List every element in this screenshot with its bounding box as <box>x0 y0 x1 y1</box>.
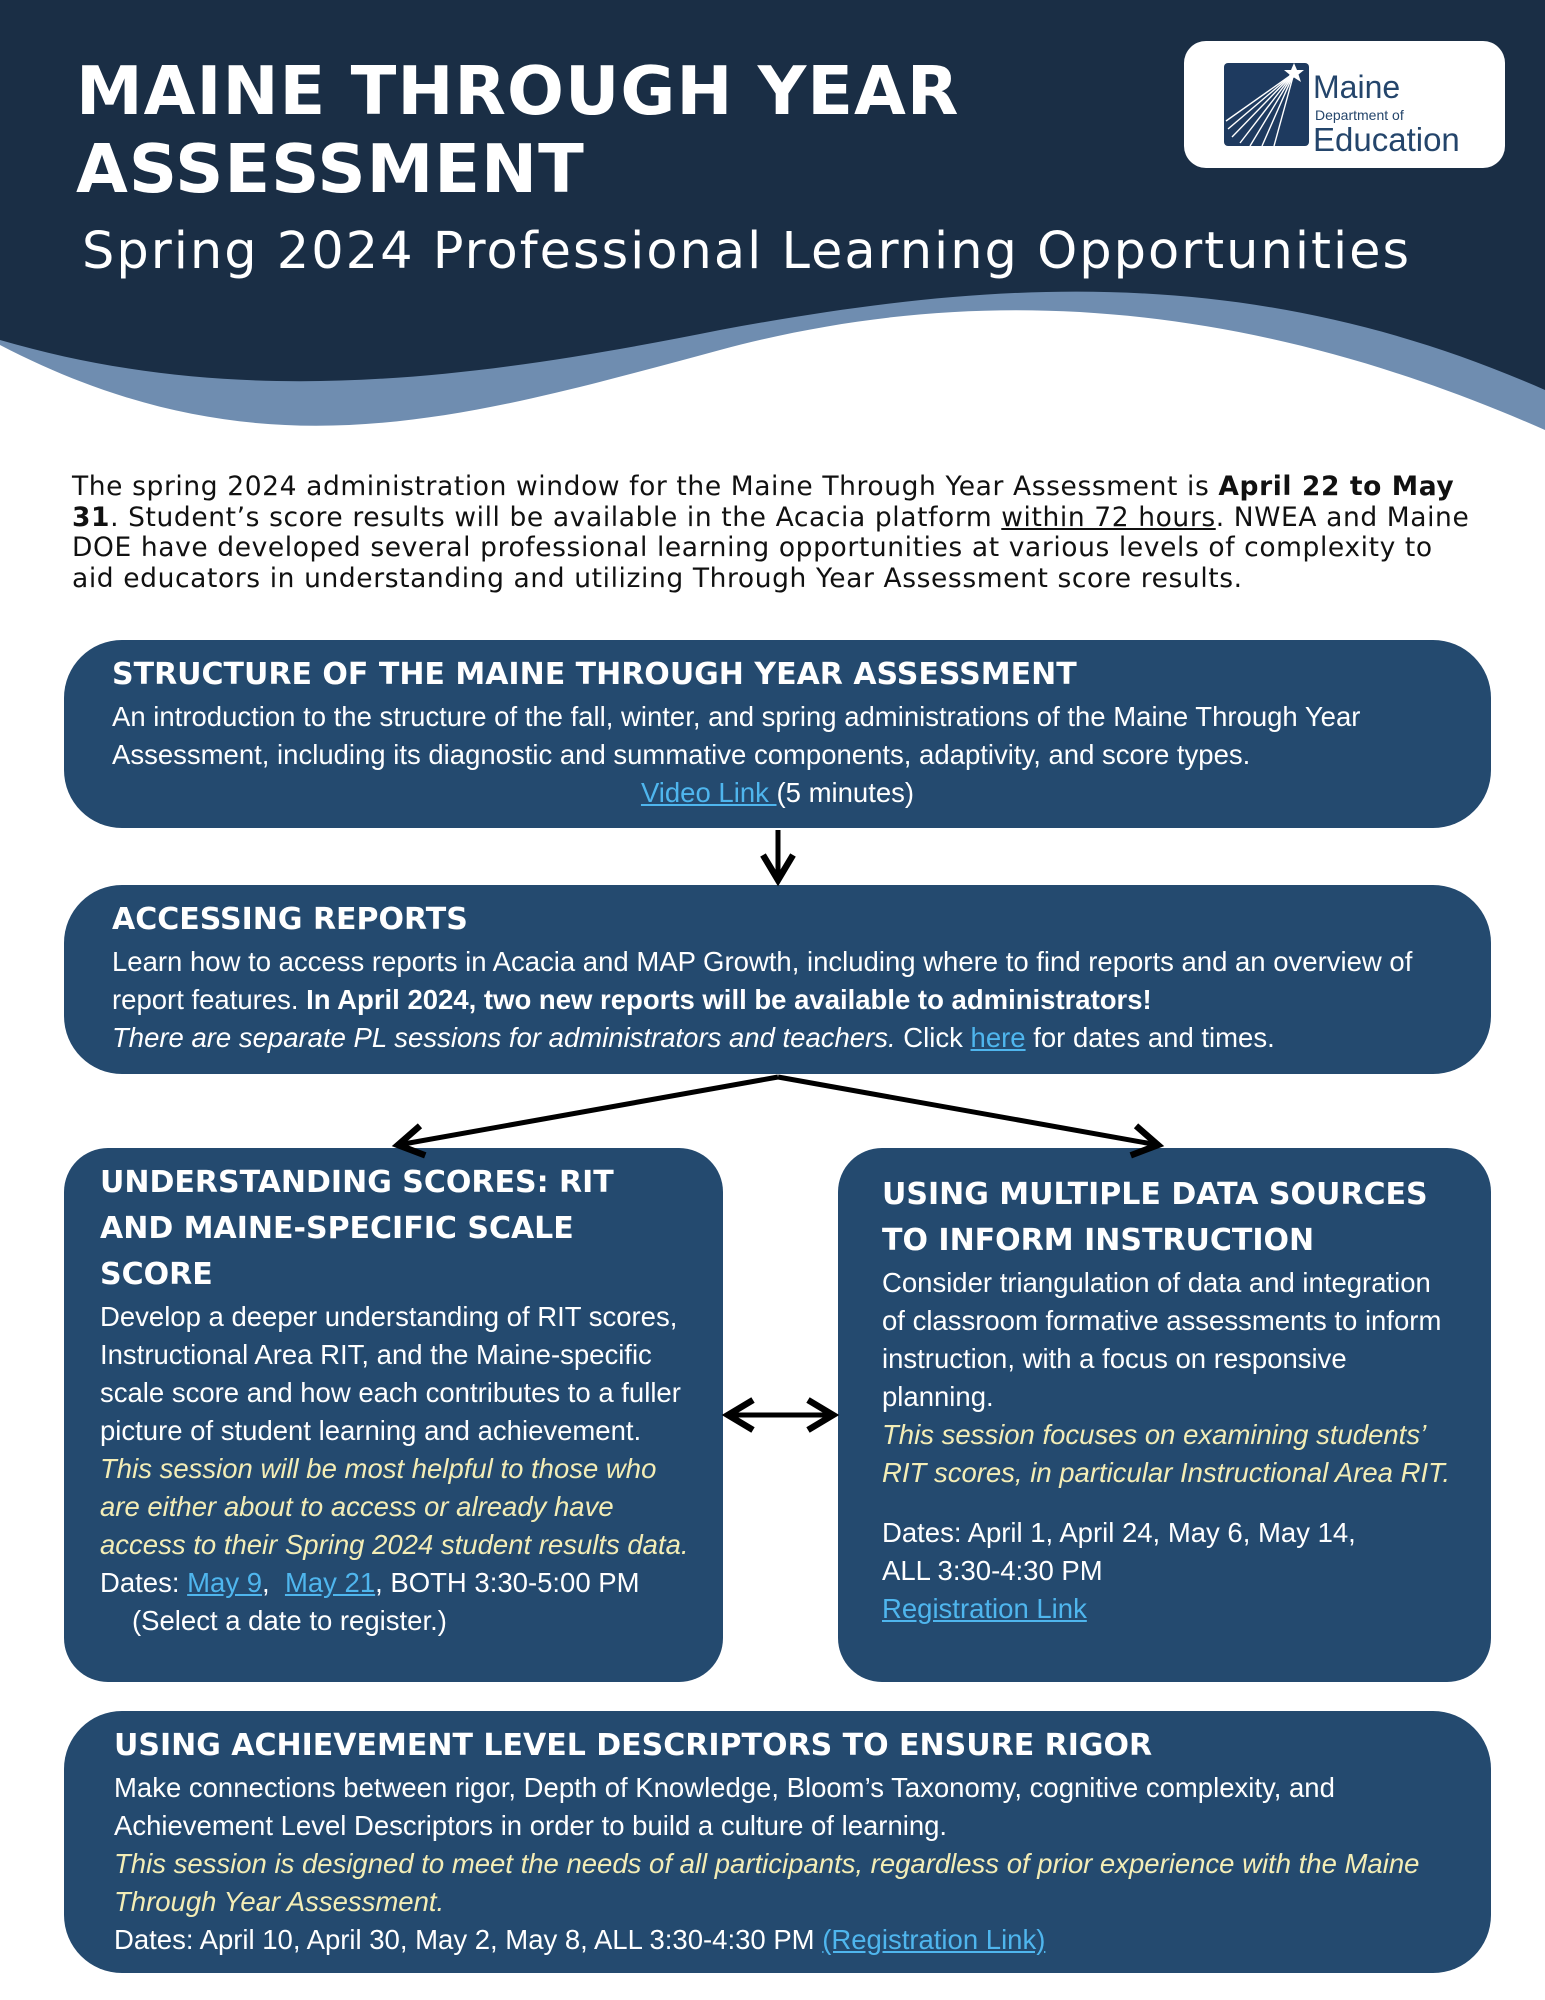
arrow-reports-to-data-sources <box>778 1077 1158 1145</box>
reports-note-text: There are separate PL sessions for administrators and teachers. <box>112 1022 896 1053</box>
reports-session-card <box>64 885 1491 1074</box>
structure-video-line <box>112 774 1443 812</box>
page-title <box>76 52 959 208</box>
logo-maine-text: Maine <box>1313 69 1401 105</box>
reports-session-description <box>112 943 1443 1019</box>
structure-session-card <box>64 640 1491 828</box>
scores-register-note: (Select a date to register.) <box>132 1605 447 1636</box>
descriptors-session-description: Make connections between rigor, Depth of Knowledge, Bloom’s Taxonomy, cognitive complexity, and Achievement Level Descriptors in order to build a culture of learning. <box>114 1772 1335 1841</box>
logo-star-rays-icon <box>1224 61 1309 146</box>
scores-session-dates <box>100 1564 693 1602</box>
reports-session-note <box>112 1019 1443 1057</box>
intro-paragraph <box>72 472 1482 594</box>
intro-72-hours: within 72 hours <box>1001 501 1216 533</box>
scores-date-may9-link[interactable]: May 9 <box>187 1567 263 1598</box>
intro-text-1: The spring 2024 administration window for the Maine Through Year Assessment is <box>72 471 1219 502</box>
data-sources-dates-line1: Dates: April 1, April 24, May 6, May 14, <box>882 1517 1356 1548</box>
scores-dates-sep: , <box>262 1567 285 1598</box>
page-title-line1: MAINE THROUGH YEAR <box>76 52 960 130</box>
logo-education-text: Education <box>1313 121 1460 158</box>
data-sources-session-card <box>838 1148 1491 1682</box>
logo-department-text: Department of <box>1315 107 1404 123</box>
structure-video-duration: (5 minutes) <box>776 777 915 808</box>
intro-text-3: . NWEA and Maine DOE have developed several professional learning opportunities at various levels of complexity to aid educators in understanding and utilizing Through Year Assessment score results. <box>72 501 1470 594</box>
reports-here-link[interactable]: here <box>970 1022 1026 1053</box>
structure-session-title: STRUCTURE OF THE MAINE THROUGH YEAR ASSESSMENT <box>112 657 1077 692</box>
structure-video-link[interactable]: Video Link <box>640 777 777 808</box>
maine-doe-logo <box>1184 41 1505 168</box>
data-sources-dates-line2: ALL 3:30-4:30 PM <box>882 1555 1103 1586</box>
scores-dates-time: , BOTH 3:30-5:00 PM <box>375 1567 640 1598</box>
arrow-reports-to-scores <box>398 1077 778 1145</box>
scores-session-title: UNDERSTANDING SCORES: RIT AND MAINE-SPECIFIC SCALE SCORE <box>100 1165 614 1292</box>
data-sources-session-note: This session focuses on examining students’ RIT scores, in particular Instructional Area RIT. <box>882 1419 1451 1488</box>
scores-session-description: Develop a deeper understanding of RIT scores, Instructional Area RIT, and the Maine-specific scale score and how each contributes to a fuller picture of student learning and achievement. <box>100 1301 681 1446</box>
reports-description-text: Learn how to access reports in Acacia and MAP Growth, including where to find reports and an overview of report features. <box>112 946 1413 1015</box>
descriptors-session-note: This session is designed to meet the needs of all participants, regardless of prior experience with the Maine Through Year Assessment. <box>114 1848 1420 1917</box>
scores-date-may21-link[interactable]: May 21 <box>284 1567 376 1598</box>
reports-click-post: for dates and times. <box>1025 1022 1275 1053</box>
page-subtitle: Spring 2024 Professional Learning Opportunities <box>82 222 1412 281</box>
descriptors-session-title: USING ACHIEVEMENT LEVEL DESCRIPTORS TO ENSURE RIGOR <box>114 1728 1153 1763</box>
structure-session-description: An introduction to the structure of the fall, winter, and spring administrations of the Maine Through Year Assessment, including its diagnostic and summative components, adaptivity, and score types. <box>112 701 1361 770</box>
data-sources-registration-link[interactable]: Registration Link <box>882 1593 1087 1624</box>
reports-click-pre: Click <box>895 1022 971 1053</box>
scores-session-card <box>64 1148 723 1682</box>
descriptors-session-dates <box>114 1921 1443 1959</box>
descriptors-dates-text: Dates: April 10, April 30, May 2, May 8, ALL 3:30-4:30 PM <box>114 1924 823 1955</box>
page-title-line2: ASSESSMENT <box>76 130 585 208</box>
reports-session-title: ACCESSING REPORTS <box>112 902 468 937</box>
scores-session-note: This session will be most helpful to those who are either about to access or already have access to their Spring 2024 student results data. <box>100 1453 689 1560</box>
descriptors-session-card <box>64 1711 1491 1973</box>
intro-text-2: . Student’s score results will be available in the Acacia platform <box>110 501 1002 533</box>
reports-new-reports-highlight: In April 2024, two new reports will be available to administrators! <box>306 984 1152 1015</box>
data-sources-session-title: USING MULTIPLE DATA SOURCES TO INFORM INSTRUCTION <box>882 1177 1428 1258</box>
scores-dates-label: Dates: <box>100 1567 188 1598</box>
descriptors-registration-link[interactable]: (Registration Link) <box>822 1924 1046 1955</box>
intro-window-dates: April 22 to May 31 <box>72 471 1455 533</box>
data-sources-registration-line <box>882 1590 1461 1628</box>
data-sources-session-description: Consider triangulation of data and integration of classroom formative assessments to inform instruction, with a focus on responsive planning. <box>882 1267 1442 1412</box>
